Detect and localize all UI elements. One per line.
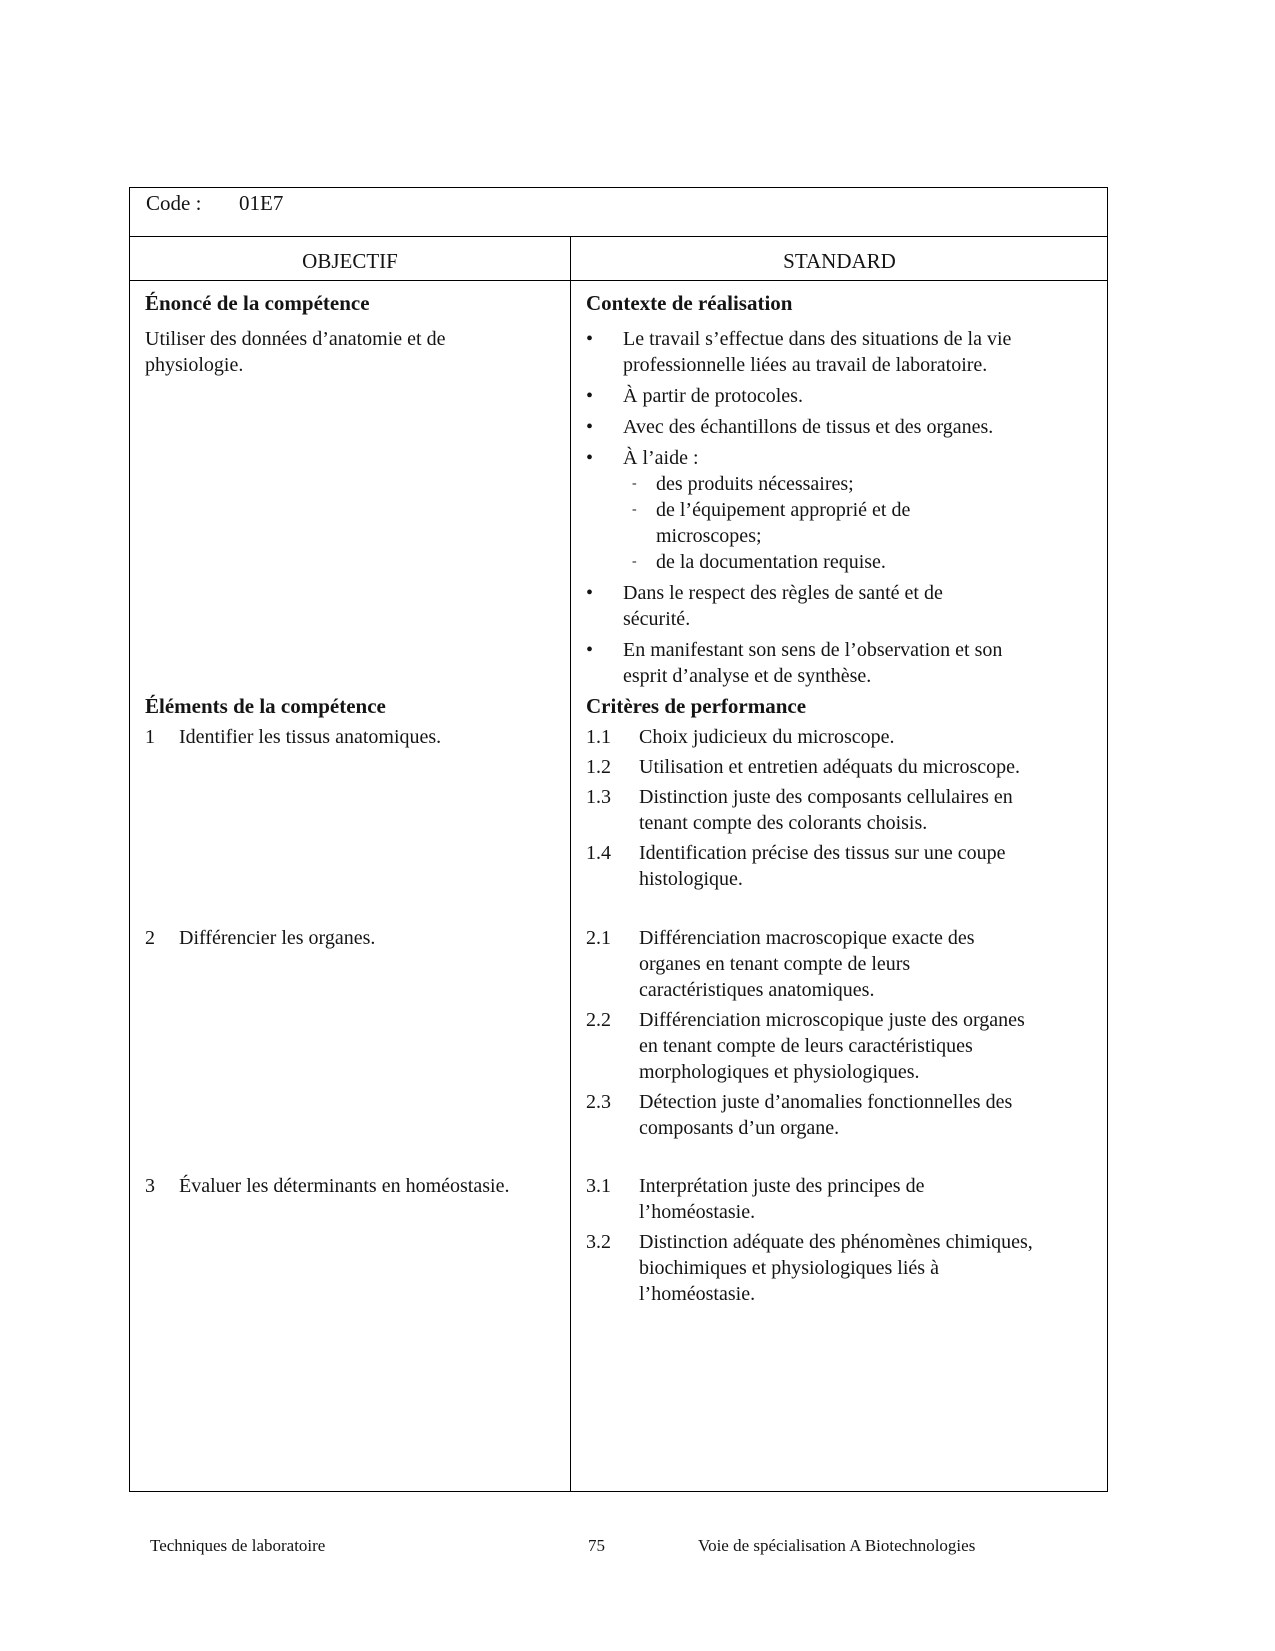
critere-number: 1.4 [586, 842, 611, 864]
critere-item [586, 724, 1086, 750]
sub-list-item-line: de l’équipement approprié et de [656, 499, 911, 521]
sub-list-item [586, 497, 1086, 549]
list-item [586, 383, 1086, 409]
list-item [586, 326, 1086, 378]
critere-line: Détection juste d’anomalies fonctionnelles des [639, 1091, 1013, 1113]
list-item-line: Dans le respect des règles de santé et de [623, 582, 943, 604]
elements-heading: Éléments de la compétence [145, 694, 386, 718]
critere-item [586, 1007, 1086, 1085]
element-item [145, 925, 565, 951]
critere-item [586, 1173, 1086, 1225]
critere-item [586, 1089, 1086, 1141]
contexte-heading: Contexte de réalisation [586, 291, 793, 315]
list-item-line: En manifestant son sens de l’observation et son [623, 639, 1003, 661]
enonce-text-line-1: Utiliser des données d’anatomie et de [145, 328, 446, 350]
critere-number: 1.3 [586, 786, 611, 808]
critere-line: tenant compte des colorants choisis. [639, 812, 928, 834]
contexte-list [586, 326, 1086, 689]
critere-line: Choix judicieux du microscope. [639, 726, 895, 748]
bullet-icon: • [586, 639, 594, 661]
critere-line: biochimiques et physiologiques liés à [639, 1257, 939, 1279]
element-item [145, 724, 565, 750]
list-item [586, 637, 1086, 689]
column-head-divider [129, 280, 1108, 281]
critere-item [586, 925, 1086, 1003]
enonce-text-line-2: physiologie. [145, 354, 244, 376]
footer-specialization: Voie de spécialisation A Biotechnologies [698, 1536, 976, 1555]
sub-list-item-line: de la documentation requise. [656, 551, 886, 573]
critere-item [586, 784, 1086, 836]
critere-line: Distinction juste des composants cellulaires en [639, 786, 1013, 808]
list-item-line: sécurité. [623, 608, 691, 630]
element-text: Évaluer les déterminants en homéostasie. [179, 1175, 510, 1197]
critere-line: l’homéostasie. [639, 1283, 756, 1305]
bullet-icon: • [586, 582, 594, 604]
list-item [586, 445, 1086, 471]
critere-line: Identification précise des tissus sur une coupe [639, 842, 1006, 864]
critere-number: 3.2 [586, 1231, 611, 1253]
dash-icon: - [632, 502, 637, 517]
critere-line: Utilisation et entretien adéquats du microscope. [639, 756, 1020, 778]
code-label: Code : [146, 191, 202, 215]
list-item [586, 414, 1086, 440]
criteres-heading: Critères de performance [586, 694, 807, 718]
header-divider [129, 236, 1108, 237]
bullet-icon: • [586, 447, 594, 469]
element-text: Différencier les organes. [179, 927, 376, 949]
sub-list-item-line: des produits nécessaires; [656, 473, 854, 495]
dash-icon: - [632, 476, 637, 491]
list-item-line: esprit d’analyse et de synthèse. [623, 665, 872, 687]
footer-page-number: 75 [588, 1536, 605, 1555]
critere-line: Distinction adéquate des phénomènes chimiques, [639, 1231, 1033, 1253]
critere-number: 2.1 [586, 927, 611, 949]
list-item-line: À l’aide : [623, 447, 699, 469]
critere-line: Différenciation microscopique juste des organes [639, 1009, 1025, 1031]
bullet-icon: • [586, 416, 594, 438]
column-header-objectif: OBJECTIF [302, 249, 398, 273]
bullet-icon: • [586, 328, 594, 350]
element-number: 3 [145, 1175, 155, 1197]
sub-list-item-line: microscopes; [656, 525, 762, 547]
critere-line: morphologiques et physiologiques. [639, 1061, 920, 1083]
critere-line: composants d’un organe. [639, 1117, 840, 1139]
list-item [586, 580, 1086, 632]
element-item [145, 1173, 565, 1199]
list-item-line: À partir de protocoles. [623, 385, 803, 407]
critere-number: 2.2 [586, 1009, 611, 1031]
critere-line: organes en tenant compte de leurs [639, 953, 911, 975]
critere-line: l’homéostasie. [639, 1201, 756, 1223]
critere-number: 1.1 [586, 726, 611, 748]
critere-line: Interprétation juste des principes de [639, 1175, 925, 1197]
sub-list-item [586, 549, 1086, 575]
element-text: Identifier les tissus anatomiques. [179, 726, 442, 748]
critere-line: caractéristiques anatomiques. [639, 979, 875, 1001]
column-header-standard: STANDARD [783, 249, 896, 273]
critere-item [586, 840, 1086, 892]
column-divider [570, 237, 571, 1492]
enonce-heading: Énoncé de la compétence [145, 291, 370, 315]
list-item-line: professionnelle liées au travail de laboratoire. [623, 354, 988, 376]
dash-icon: - [632, 554, 637, 569]
critere-number: 3.1 [586, 1175, 611, 1197]
list-item-line: Avec des échantillons de tissus et des organes. [623, 416, 994, 438]
critere-line: Différenciation macroscopique exacte des [639, 927, 975, 949]
critere-number: 2.3 [586, 1091, 611, 1113]
bullet-icon: • [586, 385, 594, 407]
sub-list-item [586, 471, 1086, 497]
critere-item [586, 1229, 1086, 1307]
footer-program: Techniques de laboratoire [150, 1536, 326, 1555]
critere-item [586, 754, 1086, 780]
element-number: 1 [145, 726, 155, 748]
element-number: 2 [145, 927, 155, 949]
critere-line: en tenant compte de leurs caractéristiques [639, 1035, 973, 1057]
critere-line: histologique. [639, 868, 743, 890]
list-item-line: Le travail s’effectue dans des situations de la vie [623, 328, 1012, 350]
code-value: 01E7 [239, 191, 284, 215]
critere-number: 1.2 [586, 756, 611, 778]
